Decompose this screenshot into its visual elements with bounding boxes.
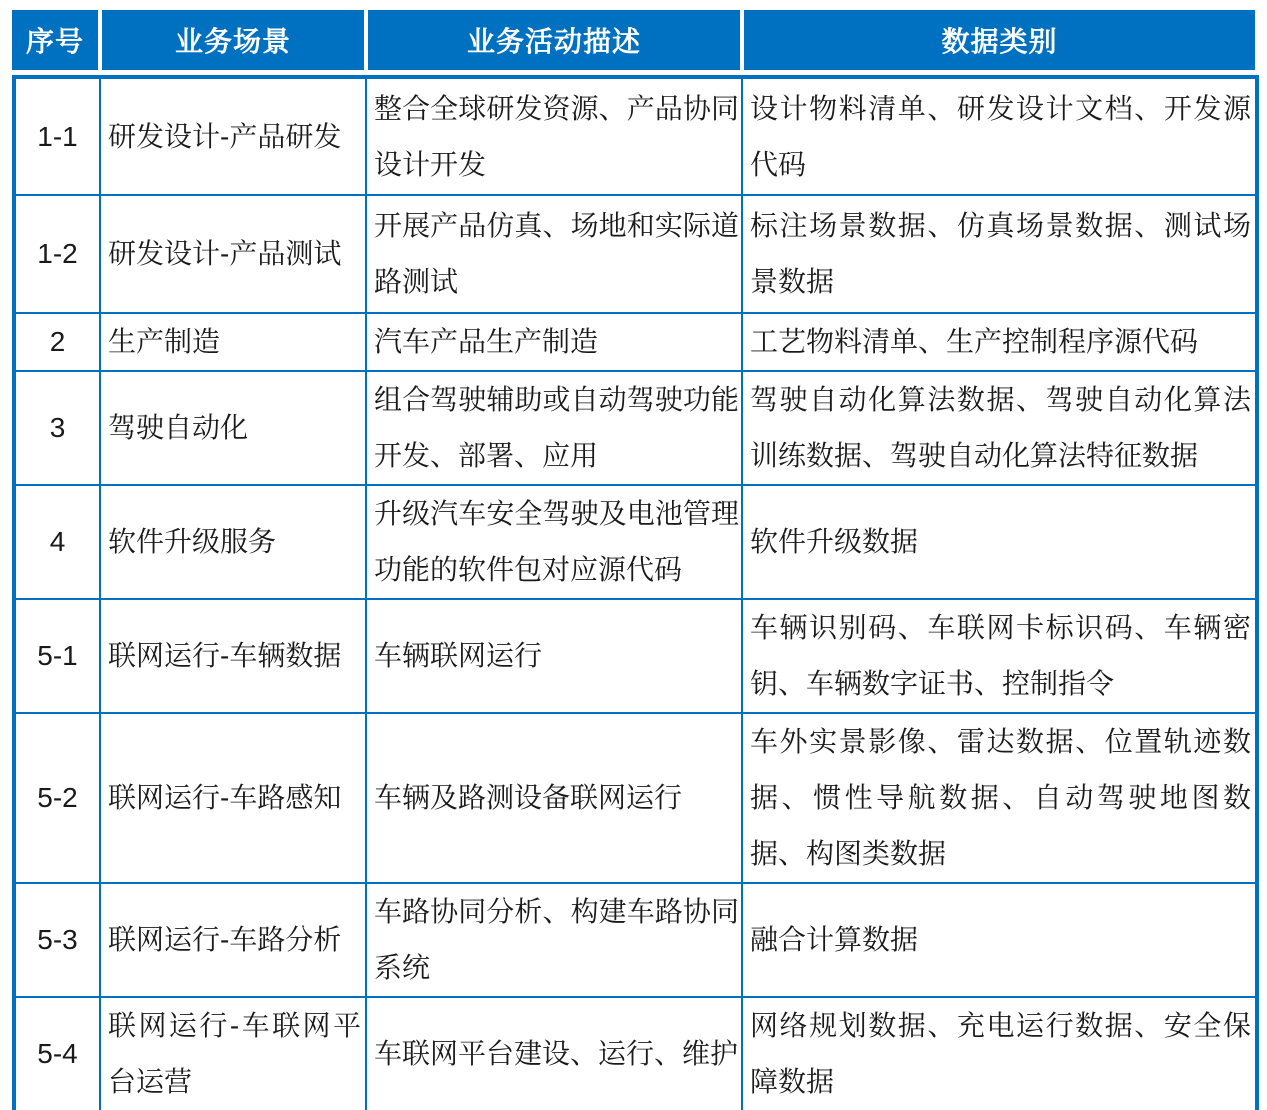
activity-cell: 组合驾驶辅助或自动驾驶功能开发、部署、应用 [366, 371, 742, 485]
row-no-cell: 1-1 [14, 77, 100, 195]
scenario-cell: 研发设计-产品测试 [100, 195, 366, 313]
data-category-cell: 融合计算数据 [742, 883, 1257, 997]
activity-cell: 车路协同分析、构建车路协同系统 [366, 883, 742, 997]
data-category-cell: 工艺物料清单、生产控制程序源代码 [742, 313, 1257, 371]
table-row [14, 195, 1257, 313]
scenario-cell: 软件升级服务 [100, 485, 366, 599]
activity-cell: 车联网平台建设、运行、维护 [366, 997, 742, 1110]
row-no-cell: 5-1 [14, 599, 100, 713]
scenario-cell: 生产制造 [100, 313, 366, 371]
data-category-cell: 软件升级数据 [742, 485, 1257, 599]
row-no-cell: 2 [14, 313, 100, 371]
table-row [14, 599, 1257, 713]
data-category-cell: 标注场景数据、仿真场景数据、测试场景数据 [742, 195, 1257, 313]
row-no-cell: 5-3 [14, 883, 100, 997]
scenario-cell: 研发设计-产品研发 [100, 77, 366, 195]
table-row [14, 883, 1257, 997]
data-category-cell: 车外实景影像、雷达数据、位置轨迹数据、惯性导航数据、自动驾驶地图数据、构图类数据 [742, 713, 1257, 883]
data-category-cell: 网络规划数据、充电运行数据、安全保障数据 [742, 997, 1257, 1110]
header-cell-business-scenario: 业务场景 [98, 10, 364, 70]
scenario-cell: 联网运行-车路分析 [100, 883, 366, 997]
scenario-cell: 驾驶自动化 [100, 371, 366, 485]
table-row [14, 371, 1257, 485]
business-data-table [12, 75, 1259, 1110]
scenario-cell: 联网运行-车辆数据 [100, 599, 366, 713]
data-category-cell: 车辆识别码、车联网卡标识码、车辆密钥、车辆数字证书、控制指令 [742, 599, 1257, 713]
activity-cell: 开展产品仿真、场地和实际道路测试 [366, 195, 742, 313]
table-header-row [12, 10, 1255, 70]
header-cell-business-activity: 业务活动描述 [364, 10, 740, 70]
activity-cell: 升级汽车安全驾驶及电池管理功能的软件包对应源代码 [366, 485, 742, 599]
scenario-cell: 联网运行-车联网平台运营 [100, 997, 366, 1110]
row-no-cell: 4 [14, 485, 100, 599]
table-row [14, 997, 1257, 1110]
activity-cell: 车辆及路测设备联网运行 [366, 713, 742, 883]
activity-cell: 整合全球研发资源、产品协同设计开发 [366, 77, 742, 195]
header-cell-data-category: 数据类别 [740, 10, 1255, 70]
table-row [14, 713, 1257, 883]
row-no-cell: 5-4 [14, 997, 100, 1110]
data-category-cell: 驾驶自动化算法数据、驾驶自动化算法训练数据、驾驶自动化算法特征数据 [742, 371, 1257, 485]
data-category-cell: 设计物料清单、研发设计文档、开发源代码 [742, 77, 1257, 195]
header-cell-serial-no: 序号 [25, 26, 84, 57]
row-no-cell: 1-2 [14, 195, 100, 313]
row-no-cell: 5-2 [14, 713, 100, 883]
table-row [14, 313, 1257, 371]
table-row [14, 485, 1257, 599]
activity-cell: 汽车产品生产制造 [366, 313, 742, 371]
table-row [14, 77, 1257, 195]
activity-cell: 车辆联网运行 [366, 599, 742, 713]
row-no-cell: 3 [14, 371, 100, 485]
scenario-cell: 联网运行-车路感知 [100, 713, 366, 883]
